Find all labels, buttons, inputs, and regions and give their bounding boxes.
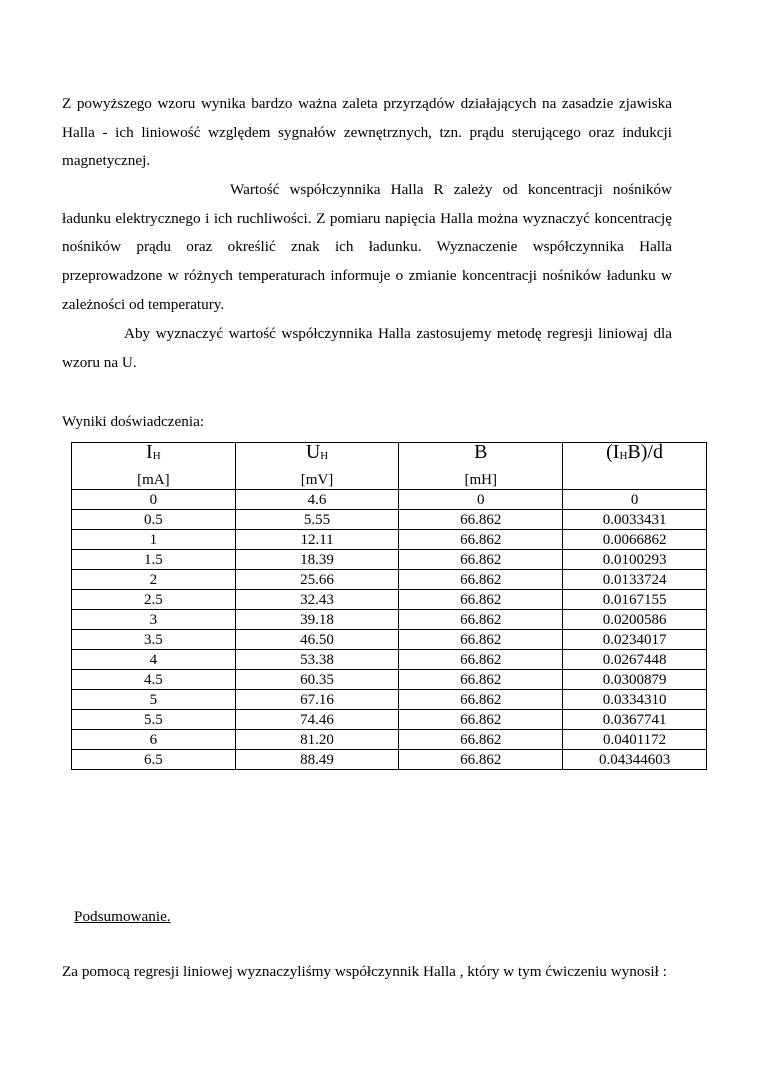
- table-cell: 3.5: [72, 630, 236, 650]
- table-cell: 88.49: [235, 750, 399, 770]
- results-table: [71, 442, 707, 770]
- table-row: [72, 690, 707, 710]
- table-row: [72, 730, 707, 750]
- table-cell: 81.20: [235, 730, 399, 750]
- table-cell: 2: [72, 570, 236, 590]
- table-cell: 0.0133724: [563, 570, 707, 590]
- table-cell: 66.862: [399, 750, 563, 770]
- table-cell: 66.862: [399, 550, 563, 570]
- table-cell: 0.0267448: [563, 650, 707, 670]
- table-row: [72, 650, 707, 670]
- table-cell: 18.39: [235, 550, 399, 570]
- paragraph-hall-effect-advantage: Z powyższego wzoru wynika bardzo ważna zaleta przyrządów działających na zasadzie zjawiska Halla - ich liniowość względem sygnałów zewnętrznych, tzn. prądu sterującego oraz indukcji magnetycznej.: [62, 95, 672, 170]
- table-cell: 0.0300879: [563, 670, 707, 690]
- table-cell: 1.5: [72, 550, 236, 570]
- table-cell: 0.0234017: [563, 630, 707, 650]
- table-cell: 0: [563, 490, 707, 510]
- table-cell: 66.862: [399, 670, 563, 690]
- paragraph-hall-coefficient: Wartość współczynnika Halla R zależy od koncentracji nośników ładunku elektrycznego i ich ruchliwości. Z pomiaru napięcia Halla można wyznaczyć koncentrację nośników prądu oraz określić znak ich ładunku. Wyznaczenie współczynnika Halla przeprowadzone w różnych temperaturach informuje o zmianie koncentracji nośników ładunku w zależności od temperatury.: [62, 181, 672, 313]
- table-cell: 4.5: [72, 670, 236, 690]
- table-cell: 0.0100293: [563, 550, 707, 570]
- header-current-subscript: H: [152, 450, 161, 462]
- table-cell: 74.46: [235, 710, 399, 730]
- table-row: [72, 610, 707, 630]
- header-voltage-symbol: U: [305, 441, 321, 463]
- table-cell: 0.04344603: [563, 750, 707, 770]
- table-cell: 4.6: [235, 490, 399, 510]
- table-cell: 3: [72, 610, 236, 630]
- table-cell: 0: [72, 490, 236, 510]
- table-row: [72, 570, 707, 590]
- header-current-symbol: I: [146, 441, 153, 463]
- table-cell: 67.16: [235, 690, 399, 710]
- table-cell: 0.5: [72, 510, 236, 530]
- table-row: [72, 630, 707, 650]
- table-cell: 66.862: [399, 710, 563, 730]
- header-product-subscript: H: [619, 450, 628, 462]
- table-cell: 60.35: [235, 670, 399, 690]
- header-product-symbol: (I: [606, 441, 620, 463]
- table-cell: 53.38: [235, 650, 399, 670]
- table-row: [72, 590, 707, 610]
- table-cell: 0.0334310: [563, 690, 707, 710]
- table-cell: 5.5: [72, 710, 236, 730]
- table-cell: 0.0167155: [563, 590, 707, 610]
- header-current: [72, 443, 236, 472]
- summary-paragraph: Za pomocą regresji liniowej wyznaczyliśmy współczynnik Halla , który w tym ćwiczeniu wynosił :: [62, 963, 667, 980]
- table-cell: 66.862: [399, 610, 563, 630]
- table-cell: 0.0200586: [563, 610, 707, 630]
- unit-product: [563, 471, 707, 490]
- table-cell: 1: [72, 530, 236, 550]
- table-cell: 0.0066862: [563, 530, 707, 550]
- header-induction: [399, 443, 563, 472]
- table-cell: 66.862: [399, 630, 563, 650]
- summary-heading: Podsumowanie.: [74, 908, 171, 925]
- table-row: [72, 550, 707, 570]
- table-cell: 32.43: [235, 590, 399, 610]
- table-row: [72, 490, 707, 510]
- header-voltage: [235, 443, 399, 472]
- table-cell: 0.0401172: [563, 730, 707, 750]
- table-row: [72, 750, 707, 770]
- table-cell: 0: [399, 490, 563, 510]
- table-cell: 66.862: [399, 650, 563, 670]
- unit-current: [mA]: [72, 471, 236, 490]
- table-header-symbols: [72, 443, 707, 472]
- table-cell: 66.862: [399, 730, 563, 750]
- table-cell: 46.50: [235, 630, 399, 650]
- table-cell: 66.862: [399, 690, 563, 710]
- table-cell: 66.862: [399, 590, 563, 610]
- header-induction-symbol: B: [474, 441, 488, 463]
- unit-induction: [mH]: [399, 471, 563, 490]
- table-row: [72, 710, 707, 730]
- table-cell: 66.862: [399, 510, 563, 530]
- table-cell: 5: [72, 690, 236, 710]
- paragraph-linear-regression: Aby wyznaczyć wartość współczynnika Halla zastosujemy metodę regresji liniowaj dla wzoru na U.: [62, 325, 672, 371]
- table-cell: 6.5: [72, 750, 236, 770]
- table-cell: 4: [72, 650, 236, 670]
- unit-voltage: [mV]: [235, 471, 399, 490]
- header-product-tail: B)/d: [627, 441, 663, 463]
- table-cell: 2.5: [72, 590, 236, 610]
- table-cell: 12.11: [235, 530, 399, 550]
- table-cell: 39.18: [235, 610, 399, 630]
- header-product: [563, 443, 707, 472]
- table-row: [72, 530, 707, 550]
- table-header-units: [72, 471, 707, 490]
- table-cell: 0.0033431: [563, 510, 707, 530]
- results-label: Wyniki doświadczenia:: [62, 413, 205, 430]
- header-voltage-subscript: H: [320, 450, 329, 462]
- table-cell: 66.862: [399, 570, 563, 590]
- table-cell: 6: [72, 730, 236, 750]
- table-cell: 0.0367741: [563, 710, 707, 730]
- table-cell: 66.862: [399, 530, 563, 550]
- table-row: [72, 670, 707, 690]
- table-cell: 25.66: [235, 570, 399, 590]
- table-row: [72, 510, 707, 530]
- table-cell: 5.55: [235, 510, 399, 530]
